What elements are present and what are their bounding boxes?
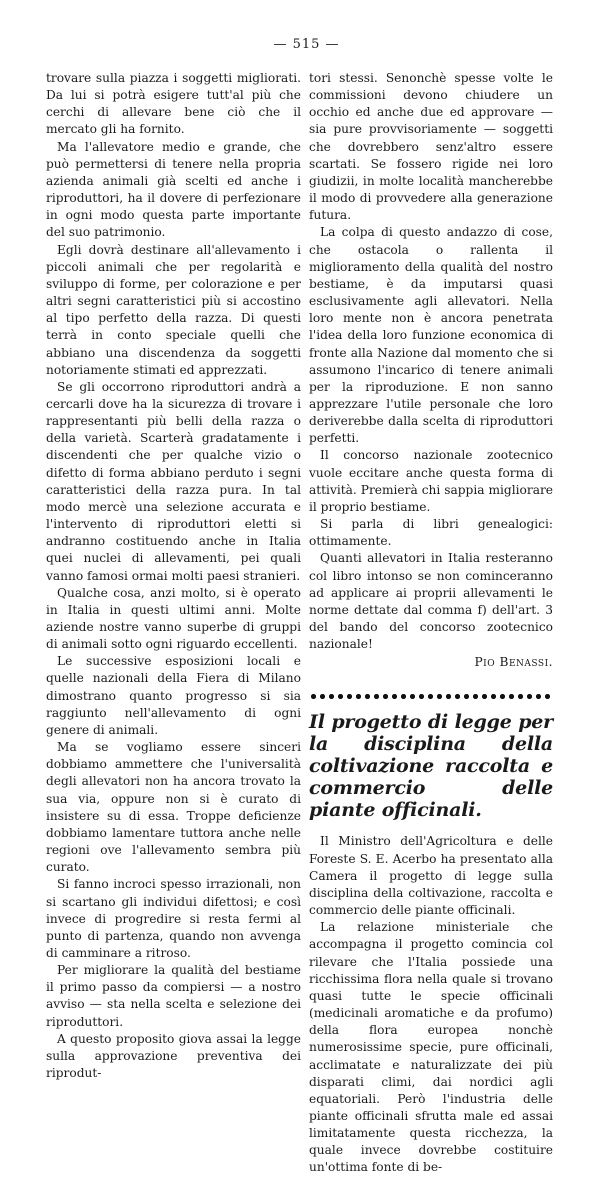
paragraph: Si fanno incroci spesso irrazionali, non si scartano gli individui difettosi; e così invece di progredire si resta fermi al punto di partenza, quando non avvenga di camminare a ritroso. [46, 877, 301, 960]
paragraph: La colpa di questo andazzo di cose, che ostacola o rallenta il miglioramento della qualità del nostro bestiame, è da imputarsi quasi esclusivamente agli allevatori. Nella loro mente non è ancora penetrata l'idea della loro funzione economica di fronte alla Nazione dal momento che si assumono l'incarico di tenere animali per la riproduzione. E non sanno apprezzare l'utile personale che loro deriverebbe dalla scelta di riproduttori perfetti. [309, 225, 553, 446]
author-signature: Pio Benassi. [474, 655, 553, 670]
paragraph: Ma se vogliamo essere sinceri dobbiamo ammettere che l'universalità degli allevatori non ha ancora trovato la sua via, oppure non si è curato di insistere su di essa. Troppe deficienze dobbiamo lamentare tuttora anche nelle regioni ove l'allevamento sembra più curato. [46, 740, 301, 875]
paragraph: Si parla di libri genealogici: ottimamente. [309, 517, 553, 549]
page-number: — 515 — [273, 37, 340, 52]
paragraph: Qualche cosa, anzi molto, si è operato in Italia in questi ultimi anni. Molte aziende nostre vanno superbe di gruppi di animali sotto ogni riguardo eccellenti. [46, 585, 301, 652]
paragraph: Il concorso nazionale zootecnico vuole eccitare anche questa forma di attività. Premierà chi sappia migliorare il proprio bestiame. [309, 448, 553, 514]
paragraph: trovare sulla piazza i soggetti migliorati. Da lui si potrà esigere tutt'al più che cerchi di allevare bene ciò che il mercato gli ha fornito. [46, 71, 301, 137]
paragraph: Le successive esposizioni locali e quelle nazionali della Fiera di Milano dimostrano quanto progresso si sia raggiunto nell'allevamento di ogni genere di animali. [46, 654, 301, 737]
article-title: Il progetto di legge per la disciplina della coltivazione raccolta e commercio delle piante officinali. [309, 711, 553, 822]
paragraph: La relazione ministeriale che accompagna il progetto comincia col rilevare che l'Italia possiede una ricchissima flora nella quale si trovano quasi tutte le specie officinali (medicinali aromatiche e da profumo) della flora europea nonchè numerosissime specie, pure officinali, acclimatate e naturalizzate dei più disparati climi, dai nordici agli equatoriali. Però l'industria delle piante officinali sfrutta male ed assai limitatamente questa ricchezza, la quale invece dovrebbe costituire un'ottima fonte di be- [309, 920, 553, 1175]
paragraph: Egli dovrà destinare all'allevamento i piccoli animali che per regolarità e sviluppo di forme, per colorazione e per altri segni caratteristici più si accostino al tipo perfetto della razza. Di questi terrà in conto speciale quelli che abbiano una discendenza da soggetti notoriamente stimati ed apprezzati. [46, 242, 301, 377]
ornamental-divider [309, 692, 553, 701]
right-column [309, 70, 553, 1177]
paragraph: Ma l'allevatore medio e grande, che può permettersi di tenere nella propria azienda animali già scelti ed anche i riproduttori, ha il dovere di perfezionare in ogni modo questa parte importante del suo patrimonio. [46, 139, 301, 240]
paragraph: tori stessi. Senonchè spesse volte le commissioni devono chiudere un occhio ed anche due ed approvare — sia pure provvisoriamente — soggetti che dovrebbero senz'altro essere scartati. Se fossero rigide nei loro giudizii, in molte località mancherebbe il modo di provvedere alla generazione futura. [309, 71, 553, 223]
paragraph: Per migliorare la qualità del bestiame il primo passo da compiersi — a nostro avviso — sta nella scelta e selezione dei riproduttori. [46, 963, 301, 1029]
paragraph: Il Ministro dell'Agricoltura e delle Foreste S. E. Acerbo ha presentato alla Camera il progetto di legge sulla disciplina della coltivazione, raccolta e commercio delle piante officinali. [309, 834, 553, 918]
paragraph: Quanti allevatori in Italia resteranno col libro intonso se non cominceranno ad applicare ai proprii allevamenti le norme dettate dal comma f) dell'art. 3 del bando del concorso zootecnico nazionale! [309, 551, 553, 652]
left-column [46, 70, 301, 1082]
paragraph: A questo proposito giova assai la legge sulla approvazione preventiva dei riprodut- [46, 1031, 301, 1081]
paragraph: Se gli occorrono riproduttori andrà a cercarli dove ha la sicurezza di trovare i rappresentanti più belli della razza o della varietà. Scarterà gradatamente i discendenti che per qualche vizio o difetto di forma abbiano perduto i segni caratteristici della razza pura. In tal modo mercè una selezione accurata e l'intervento di riproduttori eletti si andranno costituendo anche in Italia quei nuclei di allevamenti, pei quali vanno famosi ormai molti paesi stranieri. [46, 379, 301, 583]
